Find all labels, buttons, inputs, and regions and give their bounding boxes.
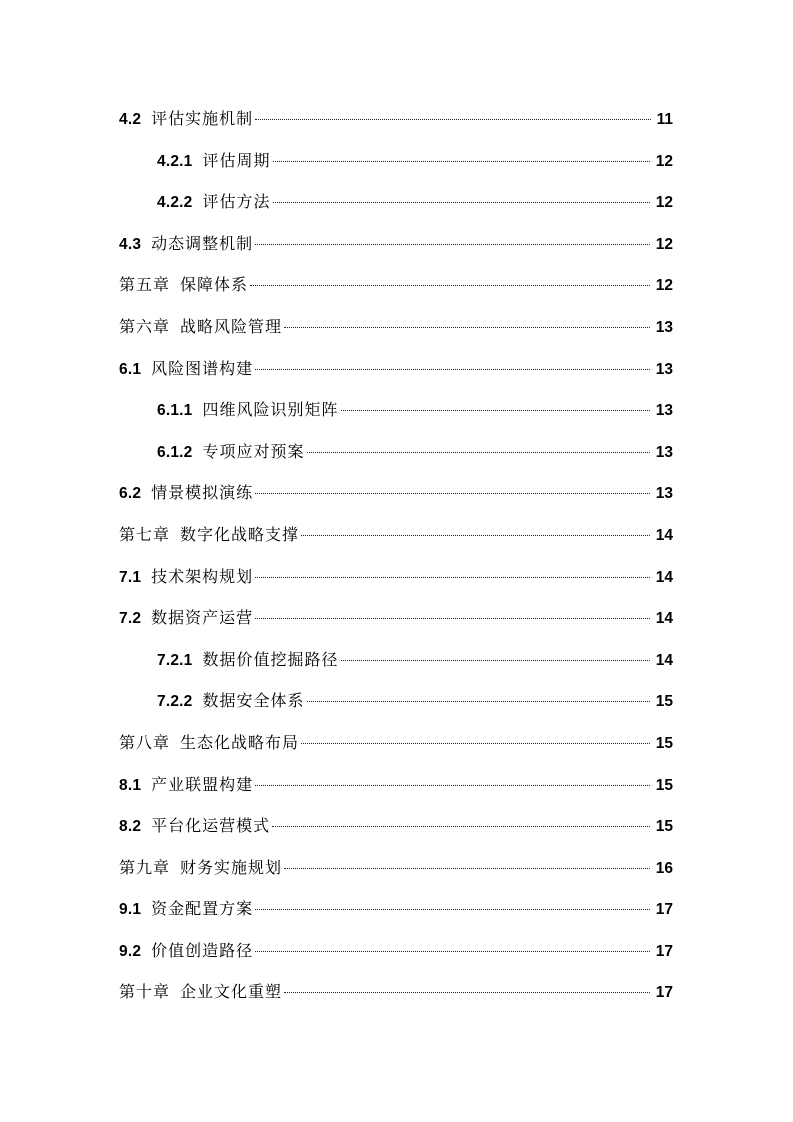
toc-item-number: 9.1	[119, 901, 142, 919]
toc-item-page: 12	[655, 235, 673, 253]
toc-item-number: 6.1.2	[157, 443, 193, 461]
toc-item-7-2-2[interactable]	[0, 680, 793, 722]
toc-item-8-2[interactable]	[0, 805, 793, 847]
toc-item-page: 13	[655, 402, 673, 420]
toc-item-page: 12	[655, 277, 673, 295]
toc-item-title: 四维风险识别矩阵	[202, 400, 339, 420]
dot-leader	[307, 452, 650, 453]
toc-item-8-1[interactable]	[0, 764, 793, 806]
dot-leader	[301, 535, 650, 536]
toc-item-page: 12	[655, 152, 673, 170]
toc-item-number: 第六章	[119, 316, 171, 336]
toc-item-chapter-7[interactable]	[0, 514, 793, 556]
toc-item-page: 16	[655, 859, 673, 877]
toc-item-title: 企业文化重塑	[180, 982, 283, 1002]
toc-item-page: 13	[655, 360, 673, 378]
dot-leader	[341, 410, 650, 411]
toc-item-number: 6.1	[119, 360, 142, 378]
toc-item-chapter-10[interactable]	[0, 971, 793, 1013]
toc-item-9-2[interactable]	[0, 930, 793, 972]
toc-item-title: 战略风险管理	[180, 316, 283, 336]
dot-leader	[273, 202, 650, 203]
toc-item-number: 第九章	[119, 857, 171, 877]
toc-item-title: 数据安全体系	[202, 691, 305, 711]
dot-leader	[255, 119, 650, 120]
dot-leader	[284, 868, 650, 869]
toc-item-number: 4.2.1	[157, 152, 193, 170]
toc-item-4-2-2[interactable]	[0, 181, 793, 223]
toc-item-number: 4.2.2	[157, 194, 193, 212]
toc-item-6-1-1[interactable]	[0, 389, 793, 431]
toc-item-number: 第八章	[119, 732, 171, 752]
dot-leader	[284, 992, 650, 993]
toc-item-title: 生态化战略布局	[180, 732, 300, 752]
toc-item-page: 15	[655, 818, 673, 836]
toc-item-title: 评估方法	[202, 192, 271, 212]
toc-item-title: 保障体系	[180, 275, 249, 295]
toc-item-page: 17	[655, 901, 673, 919]
toc-item-chapter-6[interactable]	[0, 306, 793, 348]
toc-item-page: 14	[655, 610, 673, 628]
toc-item-number: 第五章	[119, 275, 171, 295]
toc-item-page: 13	[655, 318, 673, 336]
toc-item-chapter-5[interactable]	[0, 264, 793, 306]
toc-item-number: 7.1	[119, 568, 142, 586]
toc-item-title: 专项应对预案	[202, 441, 305, 461]
dot-leader	[250, 285, 650, 286]
toc-item-6-1-2[interactable]	[0, 431, 793, 473]
toc-item-title: 财务实施规划	[180, 857, 283, 877]
toc-item-page: 17	[655, 942, 673, 960]
toc-item-6-1[interactable]	[0, 348, 793, 390]
toc-item-number: 7.2	[119, 610, 142, 628]
toc-item-title: 情景模拟演练	[151, 483, 254, 503]
toc-item-page: 15	[655, 693, 673, 711]
toc-item-title: 价值创造路径	[151, 940, 254, 960]
toc-item-page: 15	[655, 734, 673, 752]
toc-item-page: 14	[655, 526, 673, 544]
toc-item-4-3[interactable]	[0, 223, 793, 265]
toc-item-title: 产业联盟构建	[151, 774, 254, 794]
dot-leader	[255, 493, 650, 494]
toc-item-number: 第十章	[119, 982, 171, 1002]
toc-item-page: 13	[655, 485, 673, 503]
toc-item-page: 12	[655, 194, 673, 212]
dot-leader	[301, 743, 650, 744]
toc-item-page: 14	[655, 651, 673, 669]
dot-leader	[255, 951, 650, 952]
dot-leader	[272, 826, 650, 827]
dot-leader	[341, 660, 650, 661]
toc-item-7-2-1[interactable]	[0, 639, 793, 681]
toc-item-number: 4.2	[119, 111, 142, 128]
dot-leader	[273, 161, 650, 162]
toc-item-number: 9.2	[119, 942, 142, 960]
toc-item-title: 评估实施机制	[151, 109, 254, 128]
dot-leader	[255, 577, 650, 578]
toc-item-9-1[interactable]	[0, 888, 793, 930]
toc-item-number: 7.2.1	[157, 651, 193, 669]
toc-item-title: 风险图谱构建	[151, 358, 254, 378]
toc-item-page: 11	[656, 111, 673, 128]
toc-item-number: 8.1	[119, 776, 142, 794]
toc-item-number: 4.3	[119, 235, 142, 253]
toc-item-number: 8.2	[119, 818, 142, 836]
toc-item-chapter-9[interactable]	[0, 847, 793, 889]
dot-leader	[255, 618, 650, 619]
toc-item-7-2[interactable]	[0, 597, 793, 639]
toc-item-4-2[interactable]	[0, 98, 793, 140]
toc-item-page: 14	[655, 568, 673, 586]
toc-item-title: 数字化战略支撑	[180, 524, 300, 544]
toc-item-number: 6.2	[119, 485, 142, 503]
toc-item-title: 数据价值挖掘路径	[202, 649, 339, 669]
toc-item-page: 17	[655, 984, 673, 1002]
toc-item-page: 13	[655, 443, 673, 461]
dot-leader	[255, 244, 650, 245]
dot-leader	[284, 327, 650, 328]
toc-item-title: 动态调整机制	[151, 233, 254, 253]
toc-item-page: 15	[655, 776, 673, 794]
toc-item-4-2-1[interactable]	[0, 140, 793, 182]
toc-item-title: 评估周期	[202, 150, 271, 170]
dot-leader	[255, 909, 650, 910]
toc-item-number: 6.1.1	[157, 402, 193, 420]
dot-leader	[255, 785, 650, 786]
dot-leader	[307, 701, 650, 702]
toc-item-7-1[interactable]	[0, 556, 793, 598]
toc-item-chapter-8[interactable]	[0, 722, 793, 764]
toc-item-title: 资金配置方案	[151, 899, 254, 919]
toc-item-number: 7.2.2	[157, 693, 193, 711]
toc-item-title: 技术架构规划	[151, 566, 254, 586]
toc-item-title: 数据资产运营	[151, 608, 254, 628]
toc-item-title: 平台化运营模式	[151, 816, 271, 836]
toc-item-6-2[interactable]	[0, 472, 793, 514]
table-of-contents	[0, 98, 793, 1013]
dot-leader	[255, 369, 650, 370]
toc-item-number: 第七章	[119, 524, 171, 544]
